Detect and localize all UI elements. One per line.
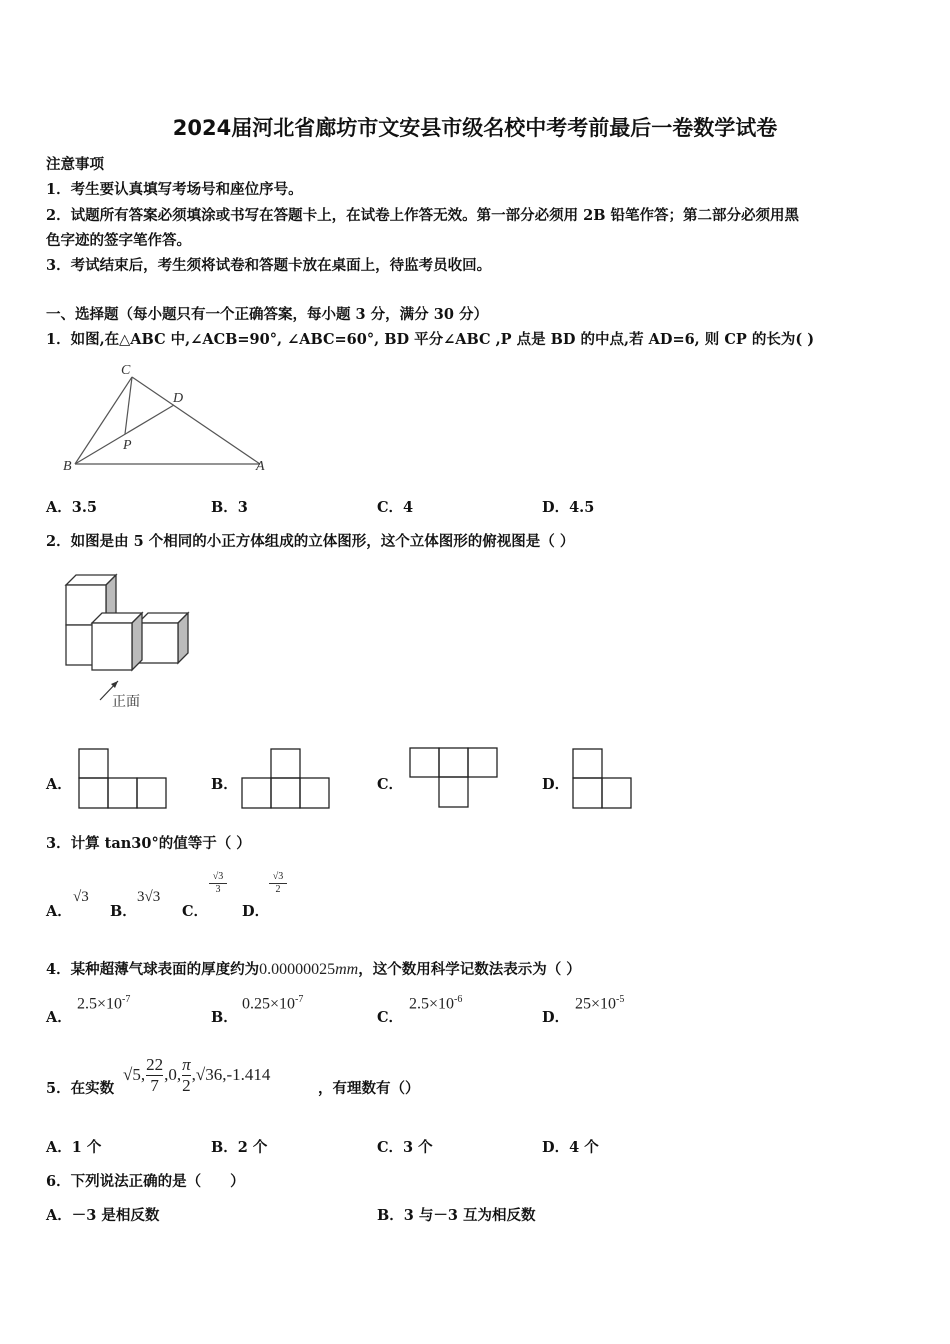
label-p: P <box>123 438 132 453</box>
q3-stem: 3．计算 tan30°的值等于（ ） <box>46 835 251 852</box>
q5-zero: ,0, <box>164 1065 182 1084</box>
q2-option-c-view <box>409 747 501 811</box>
q5-option-d: D．4 个 <box>542 1139 599 1156</box>
q2-stem: 2．如图是由 5 个相同的小正方体组成的立体图形，这个立体图形的俯视图是（ ） <box>46 533 575 550</box>
q4-option-d-value <box>575 994 624 1013</box>
label-b: B <box>63 459 72 474</box>
q4-option-b-base: 0.25×10 <box>242 995 296 1013</box>
q2-option-c-letter: C． <box>377 776 404 793</box>
q4-option-d-base: 25×10 <box>575 995 617 1013</box>
label-c: C <box>121 363 131 378</box>
front-label: 正面 <box>112 695 140 710</box>
q3-option-d-letter: D． <box>242 903 270 920</box>
q4-option-b-letter: B． <box>211 1009 238 1026</box>
notice-item-2: 2．试题所有答案必须填涂或书写在答题卡上，在试卷上作答无效。第一部分必须用 2B 铅笔作答；第二部分必须用黑 <box>46 207 800 224</box>
q4-option-b-exp: -7 <box>295 994 304 1005</box>
q1-option-b: B．3 <box>211 499 248 516</box>
notice-item-1: 1．考生要认真填写考场号和座位序号。 <box>46 181 303 198</box>
q1-option-d: D．4.5 <box>542 499 595 516</box>
notice-item-2-cont: 色字迹的签字笔作答。 <box>46 232 191 249</box>
q3-option-a-value: √3 <box>73 889 89 905</box>
q5-option-b: B．2 个 <box>211 1139 268 1156</box>
q4-option-a-value <box>77 994 130 1013</box>
q2-option-a-view <box>78 748 170 812</box>
q4-stem-pre: 4．某种超薄气球表面的厚度约为 <box>46 961 260 978</box>
q1-stem: 1．如图,在△ABC 中,∠ACB=90°, ∠ABC=60°, BD 平分∠ABC ,P 点是 BD 的中点,若 AD=6, 则 CP 的长为( ) <box>46 331 815 348</box>
q3-option-c-den: 3 <box>215 884 221 895</box>
q3-option-b-coef: 3 <box>137 889 145 905</box>
q1-option-a: A．3.5 <box>46 499 97 516</box>
q4-stem-post: ，这个数用科学记数法表示为（ ） <box>358 961 581 978</box>
q5-option-c: C．3 个 <box>377 1139 433 1156</box>
q4-option-c-base: 2.5×10 <box>409 995 455 1013</box>
q5-pi-num: π <box>182 1054 191 1074</box>
q6-stem: 6．下列说法正确的是（ ） <box>46 1173 245 1190</box>
q5-sqrt5: √5, <box>123 1065 146 1084</box>
q6-option-b: B．3 与－3 互为相反数 <box>377 1207 536 1224</box>
q3-option-b-radical: √3 <box>144 889 161 905</box>
q3-option-d-den: 2 <box>275 884 281 895</box>
q3-option-a-letter: A． <box>46 903 72 920</box>
q4-option-a-base: 2.5×10 <box>77 995 123 1013</box>
q5-number-list <box>123 1050 270 1100</box>
q3-option-c-fraction <box>209 871 227 896</box>
label-d: D <box>173 391 184 406</box>
page-title: 2024届河北省廊坊市文安县市级名校中考考前最后一卷数学试卷 <box>172 116 778 140</box>
q3-option-b-letter: B． <box>110 903 137 920</box>
q2-option-d-letter: D． <box>542 776 570 793</box>
q5-sqrt36: ,√36, <box>191 1065 227 1084</box>
notice-heading: 注意事项 <box>46 156 104 173</box>
q1-triangle-figure <box>55 360 285 478</box>
section-heading: 一、选择题（每小题只有一个正确答案，每小题 3 分，满分 30 分） <box>46 306 488 323</box>
q2-option-b-letter: B． <box>211 776 238 793</box>
q4-option-c-letter: C． <box>377 1009 404 1026</box>
q5-stem-pre: 5．在实数 <box>46 1080 115 1097</box>
q5-pi-den: 2 <box>182 1075 191 1095</box>
q4-option-d-exp: -5 <box>616 994 625 1005</box>
q3-option-d-num: √3 <box>269 871 287 884</box>
q5-frac-num: 22 <box>146 1054 164 1074</box>
q2-cube-figure <box>60 568 200 713</box>
q4-option-c-exp: -6 <box>454 994 463 1005</box>
q5-frac-den: 7 <box>150 1075 159 1095</box>
q5-stem-post: ，有理数有（） <box>318 1080 420 1097</box>
q3-option-b-value <box>137 889 160 906</box>
q4-option-a-letter: A． <box>46 1009 72 1026</box>
q2-option-a-letter: A． <box>46 776 72 793</box>
q4-stem-value: 0.00000025 <box>259 961 336 978</box>
q3-option-d-fraction <box>269 871 287 896</box>
q6-option-a: A．－3 是相反数 <box>46 1207 160 1224</box>
q2-option-b-view <box>241 748 333 812</box>
q3-option-c-letter: C． <box>182 903 209 920</box>
q4-option-c-value <box>409 994 462 1013</box>
q5-neg: -1.414 <box>226 1065 271 1084</box>
q4-option-d-letter: D． <box>542 1009 570 1026</box>
label-a: A <box>256 459 265 474</box>
q4-stem-unit: mm <box>335 961 359 978</box>
q1-option-c: C．4 <box>377 499 414 516</box>
q4-option-a-exp: -7 <box>122 994 131 1005</box>
q5-option-a: A．1 个 <box>46 1139 102 1156</box>
notice-item-3: 3．考试结束后，考生须将试卷和答题卡放在桌面上，待监考员收回。 <box>46 257 492 274</box>
q2-option-d-view <box>572 748 636 812</box>
q4-option-b-value <box>242 994 303 1013</box>
q3-option-c-num: √3 <box>209 871 227 884</box>
q4-stem <box>46 958 581 979</box>
